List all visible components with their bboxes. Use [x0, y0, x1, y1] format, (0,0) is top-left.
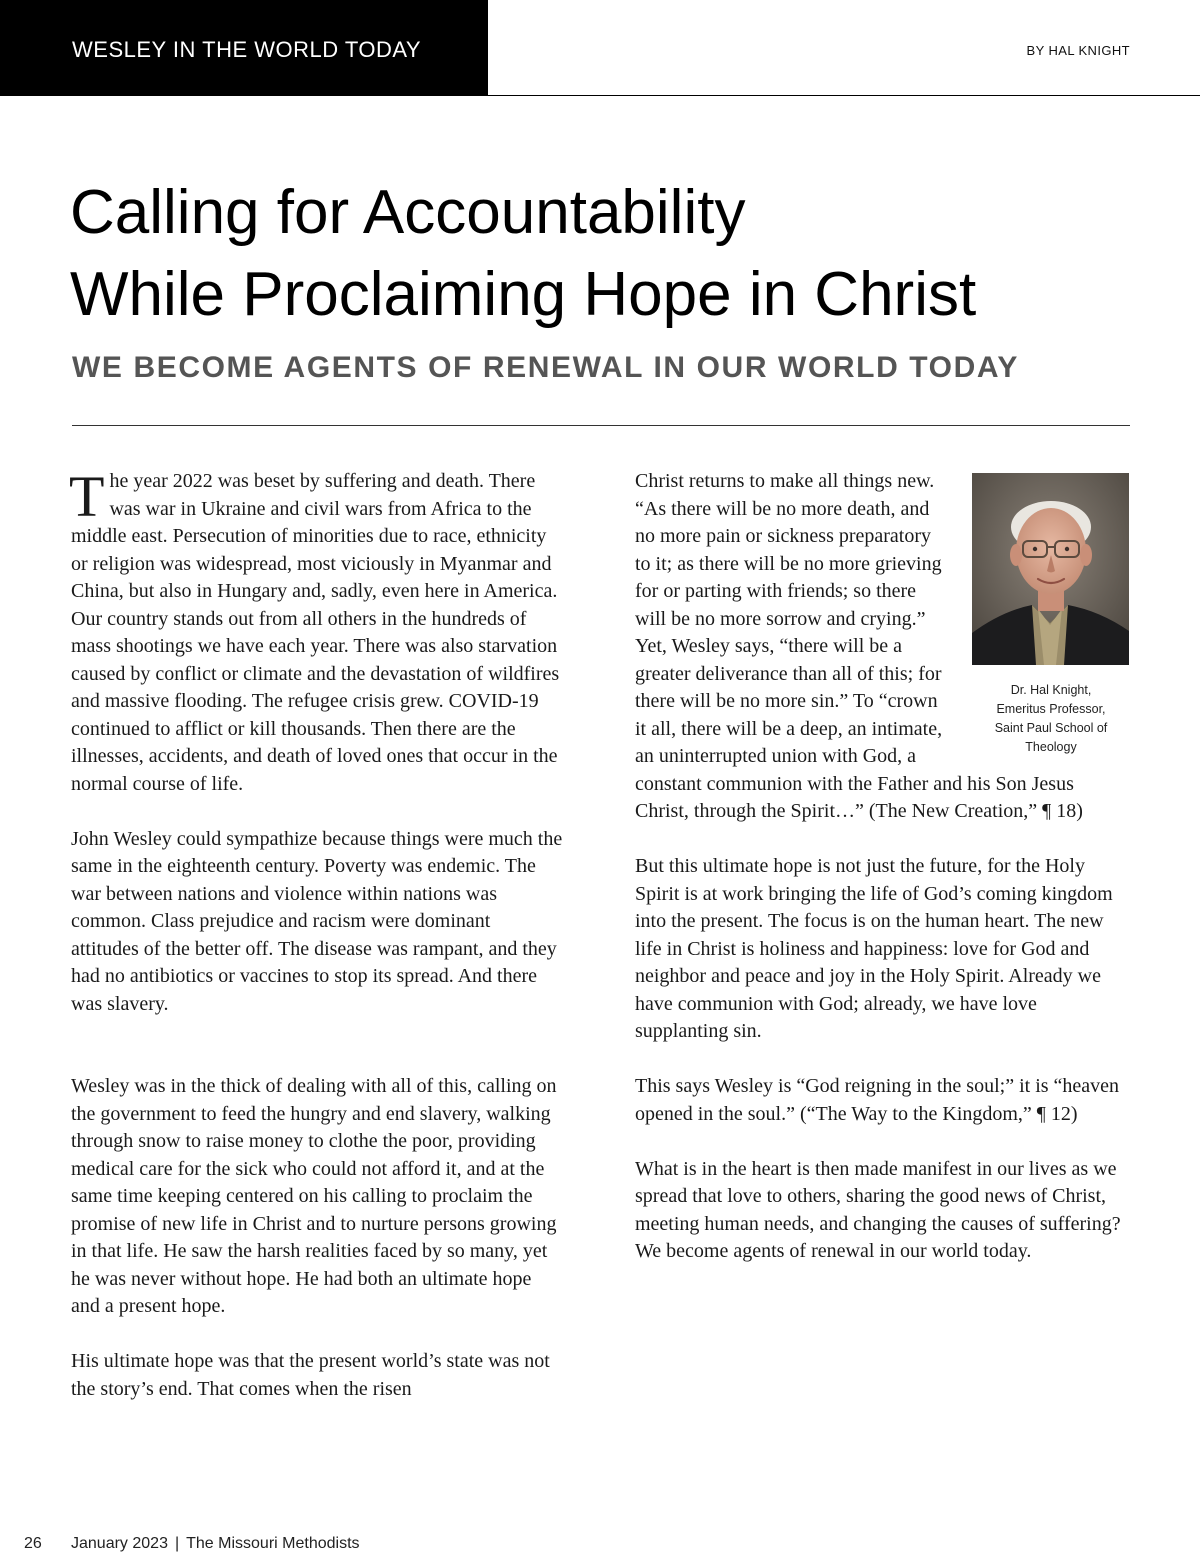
- paragraph-text: he year 2022 was beset by suffering and death. There was war in Ukraine and civil wars from Africa to the middle east. Persecution of minorities due to race, ethnicity or religion was widespread, most viciously in Myanmar and China, but also in Hungary and, sadly, even here in America. Our country stands out from all others in the hundreds of mass shootings we have each year. There was also starvation caused by conflict or climate and the devastation of wildfires and massive flooding. The refugee crisis grew. COVID-19 continued to afflict or kill thousands. Then there are the illnesses, accidents, and death of loved ones that occur in the normal course of life.: [71, 470, 560, 795]
- article-paragraph: But this ultimate hope is not just the future, for the Holy Spirit is at work bringing the life of God’s coming kingdom into the present. The focus is on the human heart. The new life in Christ is holiness and happiness: love for God and neighbor and peace and joy in the Holy Spirit. Already we have communion with God; already, we have love supplanting sin.: [635, 855, 1113, 1042]
- caption-line: Theology: [1025, 740, 1077, 754]
- caption-line: Dr. Hal Knight,: [1010, 683, 1092, 697]
- article-column-left: [69, 464, 563, 1431]
- author-photo-figure: [972, 473, 1130, 757]
- publication-name: The Missouri Methodists: [186, 1535, 360, 1552]
- caption-line: Emeritus Professor,: [996, 702, 1106, 716]
- page-footer: [24, 1535, 360, 1553]
- article-paragraph: [69, 464, 563, 798]
- article-title-line-1: Calling for Accountability: [70, 178, 746, 247]
- header-divider: [488, 95, 1200, 96]
- section-banner: [0, 0, 488, 96]
- article-paragraph-continuation: Christ returns to make all things new. “As there will be no more death, and no more pain or sickness preparatory to it; as there will be no more grieving for or parting with friends; so there will be no more sorrow and crying.” Yet, Wesley says, “there will be a greater deliverance than all of this; for there will be no more sin.” To “crown it all, there will be a deep, an intimate, an uninterrupted union with God, a constant communion with the Father and his Son Jesus Christ, through the Spirit…” (The New Creation,” ¶ 18): [635, 470, 1083, 822]
- article-paragraph: This says Wesley is “God reigning in the soul;” it is “heaven opened in the soul.” (“The Way to the Kingdom,” ¶ 12): [635, 1075, 1120, 1125]
- portrait-photo: [972, 473, 1129, 665]
- page-number: 26: [24, 1535, 42, 1552]
- article-column-right: [635, 468, 1130, 1293]
- article-title-line-2: While Proclaiming Hope in Christ: [70, 260, 977, 329]
- drop-cap: T: [69, 464, 105, 529]
- section-label: WESLEY IN THE WORLD TODAY: [72, 37, 422, 62]
- title-divider: [72, 425, 1130, 426]
- article-paragraph: John Wesley could sympathize because things were much the same in the eighteenth century. Poverty was endemic. The war between nations and violence within nations was common. Class prejudice and racism were dominant attitudes of the better off. The disease was rampant, and they had no antibiotics or vaccines to stop its spread. And there was slavery.: [71, 827, 563, 1015]
- issue-date: January 2023: [71, 1535, 168, 1552]
- caption-line: Saint Paul School of: [994, 721, 1108, 735]
- article-paragraph: What is in the heart is then made manifest in our lives as we spread that love to others, sharing the good news of Christ, meeting human needs, and changing the causes of suffering? We become agents of renewal in our world today.: [635, 1157, 1121, 1262]
- article-title: [70, 172, 1130, 336]
- article-subtitle: WE BECOME AGENTS OF RENEWAL IN OUR WORLD TODAY: [72, 351, 1019, 384]
- article-paragraph: Wesley was in the thick of dealing with all of this, calling on the government to feed the hungry and end slavery, walking through snow to raise money to clothe the poor, providing medical care for the sick who could not afford it, and at the same time keeping centered on his calling to proclaim the promise of new life in Christ and to nurture persons growing in that life. He saw the harsh realities faced by so many, yet he was never without hope. He had both an ultimate hope and a present hope.: [71, 1075, 557, 1317]
- byline: BY HAL KNIGHT: [1026, 43, 1130, 58]
- footer-separator: |: [174, 1535, 180, 1552]
- article-paragraph-continued: His ultimate hope was that the present world’s state was not the story’s end. That comes when the risen: [71, 1350, 550, 1400]
- photo-caption: [972, 681, 1130, 757]
